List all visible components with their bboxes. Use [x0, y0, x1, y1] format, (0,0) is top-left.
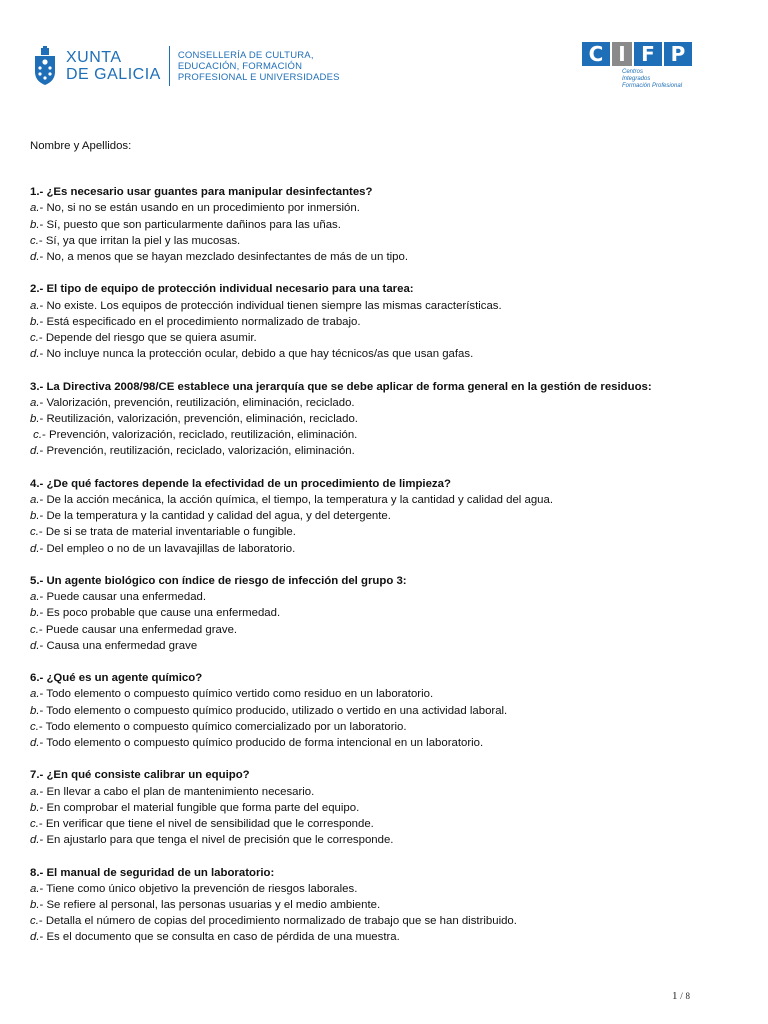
question-title: 5.- Un agente biológico con índice de riesgo de infección del grupo 3:: [30, 575, 407, 588]
option-letter: d.: [30, 348, 40, 361]
option-d: [30, 249, 740, 265]
xunta-line-1: XUNTA: [66, 49, 122, 66]
option-text: - No incluye nunca la protección ocular, debido a que hay técnicos/as que usan gafas.: [39, 348, 474, 361]
question-7: [30, 767, 740, 848]
question-8: [30, 865, 740, 946]
option-letter: d.: [30, 639, 40, 652]
option-text: - En ajustarlo para que tenga el nivel de precisión que le corresponde.: [39, 834, 394, 847]
option-letter: d.: [30, 542, 40, 555]
option-letter: b.: [30, 607, 40, 620]
option-letter: a.: [30, 299, 40, 312]
conselleria-line: PROFESIONAL E UNIVERSIDADES: [177, 71, 340, 83]
option-c: [30, 719, 740, 735]
question-title: 7.- ¿En qué consiste calibrar un equipo?: [30, 769, 250, 782]
option-text: - Prevención, valorización, reciclado, reutilización, eliminación.: [42, 429, 358, 442]
question-title: 3.- La Directiva 2008/98/CE establece una jerarquía que se debe aplicar de forma general en la gestión de residuos:: [30, 380, 652, 393]
option-text: - No existe. Los equipos de protección individual tienen siempre las mismas características.: [39, 299, 502, 312]
exam-content: [30, 138, 740, 962]
option-d: [30, 541, 740, 557]
option-text: - Se refiere al personal, las personas usuarias y el medio ambiente.: [39, 899, 381, 912]
option-text: - Tiene como único objetivo la prevención de riesgos laborales.: [39, 882, 358, 895]
name-field-label: Nombre y Apellidos:: [30, 140, 132, 152]
option-d: [30, 832, 740, 848]
option-d: [30, 735, 740, 751]
cifp-logo: [582, 42, 730, 94]
option-a: [30, 686, 740, 702]
option-c: [30, 233, 740, 249]
xunta-name: [66, 49, 161, 83]
option-c: [30, 524, 740, 540]
option-a: [30, 784, 740, 800]
option-text: - De si se trata de material inventariable o fungible.: [38, 526, 296, 539]
option-text: - Sí, ya que irritan la piel y las mucosas.: [38, 234, 241, 247]
option-d: [30, 346, 740, 362]
xunta-logo: [30, 46, 340, 86]
option-b: [30, 508, 740, 524]
question-6: [30, 670, 740, 751]
xunta-line-2: DE GALICIA: [66, 66, 161, 83]
option-letter: b.: [30, 218, 40, 231]
option-letter: a.: [30, 591, 40, 604]
option-text: - Sí, puesto que son particularmente dañinos para las uñas.: [39, 218, 341, 231]
option-b: [30, 217, 740, 233]
question-title: 8.- El manual de seguridad de un laboratorio:: [30, 866, 275, 879]
option-c: [30, 427, 740, 443]
question-title: 4.- ¿De qué factores depende la efectividad de un procedimiento de limpieza?: [30, 477, 451, 490]
option-c: [30, 330, 740, 346]
cifp-letter: P: [664, 42, 692, 66]
option-text: - De la temperatura y la cantidad y calidad del agua, y del detergente.: [39, 510, 391, 523]
option-b: [30, 411, 740, 427]
option-text: - Causa una enfermedad grave: [39, 639, 198, 652]
option-text: - En comprobar el material fungible que forma parte del equipo.: [39, 801, 360, 814]
conselleria-line: EDUCACIÓN, FORMACIÓN: [177, 60, 303, 72]
option-c: [30, 816, 740, 832]
cifp-letter: F: [634, 42, 662, 66]
option-a: [30, 589, 740, 605]
option-text: - Valorización, prevención, reutilización, eliminación, reciclado.: [39, 396, 355, 409]
option-letter: c.: [30, 915, 39, 928]
option-text: - No, a menos que se hayan mezclado desinfectantes de más de un tipo.: [39, 251, 409, 264]
question-2: [30, 281, 740, 362]
question-3: [30, 379, 740, 460]
option-letter: a.: [30, 202, 40, 215]
option-text: - Puede causar una enfermedad grave.: [38, 623, 238, 636]
option-b: [30, 800, 740, 816]
cifp-sub-line: Integrados: [622, 76, 651, 82]
logo-divider: [169, 46, 170, 86]
page-current: 1: [671, 990, 678, 1002]
option-letter: a.: [30, 494, 40, 507]
option-a: [30, 881, 740, 897]
option-a: [30, 395, 740, 411]
option-letter: a.: [30, 396, 40, 409]
option-d: [30, 443, 740, 459]
option-letter: d.: [30, 251, 40, 264]
option-text: - Detalla el número de copias del procedimiento normalizado de trabajo que se han distribuido.: [38, 915, 517, 928]
option-a: [30, 298, 740, 314]
option-b: [30, 605, 740, 621]
option-text: - Prevención, reutilización, reciclado, valorización, eliminación.: [39, 445, 355, 458]
option-d: [30, 638, 740, 654]
option-letter: d.: [30, 834, 40, 847]
page-number: [672, 990, 690, 1002]
option-d: [30, 929, 740, 945]
option-text: - En llevar a cabo el plan de mantenimiento necesario.: [39, 785, 315, 798]
option-letter: c.: [30, 526, 39, 539]
option-text: - No, si no se están usando en un procedimiento por inmersión.: [39, 202, 360, 215]
option-letter: d.: [30, 931, 40, 944]
option-letter: b.: [30, 899, 40, 912]
cifp-letters: [582, 42, 730, 66]
option-b: [30, 703, 740, 719]
option-letter: d.: [30, 445, 40, 458]
option-letter: d.: [30, 737, 40, 750]
cifp-sub-line: Centros: [622, 69, 644, 75]
option-text: - Todo elemento o compuesto químico comercializado por un laboratorio.: [38, 720, 407, 733]
question-5: [30, 573, 740, 654]
option-letter: b.: [30, 315, 40, 328]
option-letter: c.: [30, 623, 39, 636]
option-letter: b.: [30, 801, 40, 814]
option-text: - Está especificado en el procedimiento normalizado de trabajo.: [39, 315, 361, 328]
option-text: - Puede causar una enfermedad.: [39, 591, 207, 604]
option-b: [30, 897, 740, 913]
cifp-letter: C: [582, 42, 610, 66]
conselleria-name: [178, 50, 340, 83]
option-letter: a.: [30, 882, 40, 895]
option-letter: b.: [30, 704, 40, 717]
cifp-letter: I: [612, 42, 632, 66]
option-text: - Es poco probable que cause una enfermedad.: [39, 607, 281, 620]
option-letter: c.: [30, 234, 39, 247]
cifp-subtitle: [622, 69, 730, 90]
page-total: 8: [685, 991, 690, 1001]
option-text: - Del empleo o no de un lavavajillas de laboratorio.: [39, 542, 296, 555]
page-header: [30, 40, 740, 96]
option-text: - Reutilización, valorización, prevención, eliminación, reciclado.: [39, 413, 358, 426]
option-letter: a.: [30, 785, 40, 798]
option-letter: c.: [30, 818, 39, 831]
option-a: [30, 200, 740, 216]
option-text: - De la acción mecánica, la acción química, el tiempo, la temperatura y la cantidad y calidad del agua.: [39, 494, 553, 507]
option-letter: b.: [30, 413, 40, 426]
option-c: [30, 622, 740, 638]
question-1: [30, 184, 740, 265]
option-letter: c.: [30, 332, 39, 345]
option-letter: c.: [30, 429, 43, 442]
option-letter: c.: [30, 720, 39, 733]
xunta-emblem-icon: [30, 46, 60, 86]
conselleria-line: CONSELLERÍA DE CULTURA,: [177, 49, 314, 61]
question-4: [30, 476, 740, 557]
option-text: - Depende del riesgo que se quiera asumir.: [38, 332, 257, 345]
option-text: - En verificar que tiene el nivel de sensibilidad que le corresponde.: [38, 818, 374, 831]
question-title: 6.- ¿Qué es un agente químico?: [30, 672, 203, 685]
cifp-sub-line: Formación Profesional: [622, 83, 683, 89]
option-letter: a.: [30, 688, 40, 701]
option-b: [30, 314, 740, 330]
option-text: - Todo elemento o compuesto químico producido de forma intencional en un laboratorio.: [39, 737, 484, 750]
option-text: - Es el documento que se consulta en caso de pérdida de una muestra.: [39, 931, 400, 944]
option-letter: b.: [30, 510, 40, 523]
question-title: 1.- ¿Es necesario usar guantes para manipular desinfectantes?: [30, 186, 373, 199]
page-separator: /: [680, 991, 683, 1001]
option-text: - Todo elemento o compuesto químico producido, utilizado o vertido en una actividad laboral.: [39, 704, 508, 717]
question-title: 2.- El tipo de equipo de protección individual necesario para una tarea:: [30, 283, 414, 296]
option-text: - Todo elemento o compuesto químico vertido como residuo en un laboratorio.: [39, 688, 434, 701]
option-c: [30, 913, 740, 929]
option-a: [30, 492, 740, 508]
